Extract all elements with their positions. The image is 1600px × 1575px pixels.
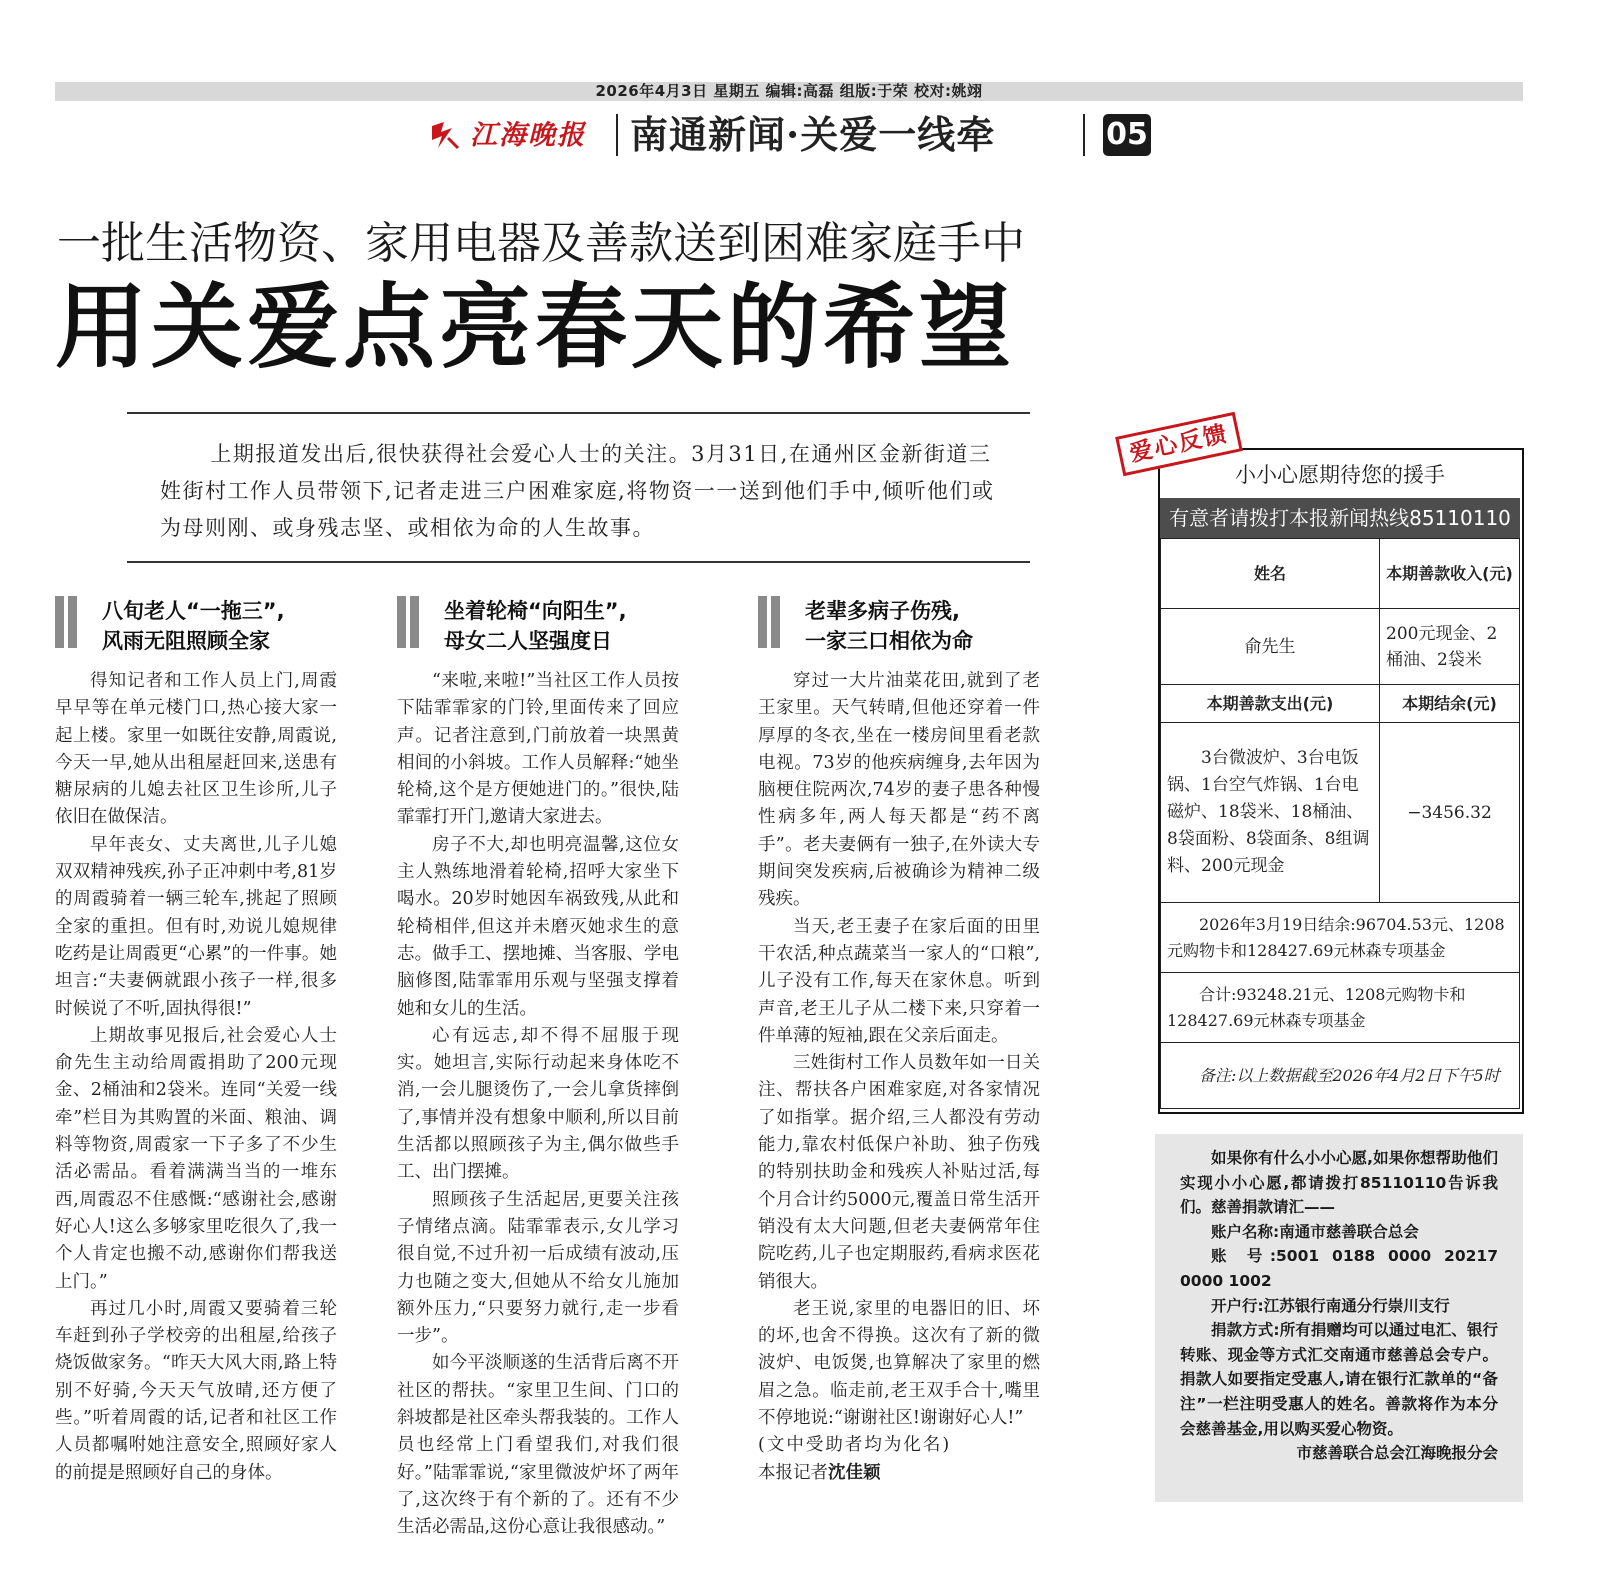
donation-info-text bbox=[1180, 1146, 1498, 1466]
story-column-1 bbox=[55, 596, 337, 1487]
table-header-expense: 本期善款支出(元) bbox=[1161, 685, 1380, 723]
paragraph: 早年丧女、丈夫离世,儿子儿媳双双精神残疾,孙子正冲刺中考,81岁的周霞骑着一辆三轮车,挑起了照顾全家的重担。但有时,劝说儿媳规律吃药是让周霞更“心累”的一件事。她坦言:“夫妻俩就跟小孩子一样,很多时候说了不听,固执得很!” bbox=[55, 834, 337, 1019]
heading-bars-icon bbox=[55, 596, 79, 648]
charity-feedback-stamp: 爱心反馈 bbox=[1115, 412, 1243, 476]
story-heading-line1: 坐着轮椅“向阳生”, bbox=[444, 599, 627, 623]
masthead-divider bbox=[1083, 114, 1085, 156]
account-number: 账 号:5001 0188 0000 20217 0000 1002 bbox=[1180, 1247, 1498, 1290]
newspaper-logo-icon bbox=[430, 118, 460, 152]
story-heading-line2: 母女二人坚强度日 bbox=[444, 629, 612, 653]
article-lead: 上期报道发出后,很快获得社会爱心人士的关注。3月31日,在通州区金新街道三姓街村工作人员带领下,记者走进三户困难家庭,将物资一一送到他们手中,倾听他们或为母则刚、或身残志坚、或相依为命的人生故事。 bbox=[160, 442, 995, 540]
donation-method: 捐款方式:所有捐赠均可以通过电汇、银行转账、现金等方式汇交南通市慈善总会专户。捐款人如要指定受惠人,请在银行汇款单的“备注”一栏注明受惠人的姓名。善款将作为本分会慈善基金,用以购买爱心物资。 bbox=[1180, 1321, 1498, 1438]
data-cutoff-remark: 备注:以上数据截至2026年4月2日下午5时 bbox=[1161, 1043, 1520, 1109]
donation-intro: 如果你有什么小小心愿,如果你想帮助他们实现小小心愿,都请拨打85110110告诉我们。慈善捐款请汇—— bbox=[1180, 1149, 1498, 1217]
paragraph: 三姓街村工作人员数年如一日关注、帮扶各户困难家庭,对各家情况了如指掌。据介绍,三人都没有劳动能力,靠农村低保户补助、独子伤残的特别扶助金和残疾人补贴过活,每个月合计约5000元,覆盖日常生活开销没有太大问题,但老夫妻俩常年住院吃药,儿子也定期服药,看病求医花销很大。 bbox=[758, 1053, 1040, 1292]
page-number: 05 bbox=[1103, 114, 1151, 156]
section-title: 南通新闻·关爱一线牵 bbox=[630, 112, 996, 157]
paragraph: 老王说,家里的电器旧的旧、坏的坏,也舍不得换。这次有了新的微波炉、电饭煲,也算解决了家里的燃眉之急。临走前,老王双手合十,嘴里不停地说:“谢谢社区!谢谢好心人!” bbox=[758, 1298, 1040, 1429]
fund-total: 合计:93248.21元、1208元购物卡和128427.69元林森专项基金 bbox=[1161, 973, 1520, 1043]
table-header-balance: 本期结余(元) bbox=[1380, 685, 1520, 723]
paragraph: “来啦,来啦!”当社区工作人员按下陆霏霏家的门铃,里面传来了回应声。记者注意到,门前放着一块黑黄相间的小斜坡。工作人员解释:“她坐轮椅,这个是方便她进门的。”很快,陆霏霏打开门,邀请大家进去。 bbox=[397, 671, 679, 828]
paragraph: 心有远志,却不得不屈服于现实。她坦言,实际行动起来身体吃不消,一会儿腿烫伤了,一会儿拿货摔倒了,事情并没有想象中顺利,所以目前生活都以照顾孩子为主,偶尔做些手工、出门摆摊。 bbox=[397, 1025, 679, 1183]
donation-table bbox=[1160, 538, 1520, 1109]
story-body bbox=[397, 668, 679, 1542]
feedback-box-title: 小小心愿期待您的援手 bbox=[1235, 463, 1445, 487]
news-hotline-banner: 有意者请拨打本报新闻热线85110110 bbox=[1160, 498, 1520, 538]
byline-prefix: 本报记者 bbox=[758, 1462, 828, 1483]
lead-top-rule bbox=[127, 412, 1030, 414]
story-column-2 bbox=[397, 596, 679, 1542]
account-name: 账户名称:南通市慈善联合总会 bbox=[1211, 1222, 1419, 1241]
lead-bottom-rule bbox=[127, 561, 1030, 563]
masthead-divider bbox=[616, 114, 618, 156]
heading-bars-icon bbox=[758, 596, 782, 648]
article-subheadline: 一批生活物资、家用电器及善款送到困难家庭手中 bbox=[57, 218, 1025, 269]
paragraph: 得知记者和工作人员上门,周霞早早等在单元楼门口,热心接大家一起上楼。家里一如既往安静,周霞说,今天一早,她从出租屋赶回来,送患有糖尿病的儿媳去社区卫生诊所,儿子依旧在做保洁。 bbox=[55, 671, 337, 828]
donor-amount: 200元现金、2桶油、2袋米 bbox=[1380, 609, 1520, 685]
story-body bbox=[55, 668, 337, 1487]
story-column-3 bbox=[758, 596, 1040, 1487]
newspaper-name: 江海晚报 bbox=[470, 120, 586, 151]
paragraph: 上期故事见报后,社会爱心人士俞先生主动给周霞捐助了200元现金、2桶油和2袋米。连同“关爱一线牵”栏目为其购置的米面、粮油、调料等物资,周霞家一下子多了不少生活必需品。看着满满当当的一堆东西,周霞忍不住感慨:“感谢社会,感谢好心人!这么多够家里吃很久了,我一个人肯定也搬不动,感谢你们帮我送上门。” bbox=[55, 1025, 337, 1292]
paragraph: 如今平淡顺遂的生活背后离不开社区的帮扶。“家里卫生间、门口的斜坡都是社区牵头帮我装的。工作人员也经常上门看望我们,对我们很好。”陆霏霏说,“家里微波炉坏了两年了,这次终于有个新的了。还有不少生活必需品,这份心意让我很感动。” bbox=[397, 1353, 679, 1538]
paragraph: 穿过一大片油菜花田,就到了老王家里。天气转晴,但他还穿着一件厚厚的冬衣,坐在一楼房间里看老款电视。73岁的他疾病缠身,去年因为脑梗住院两次,74岁的妻子患各种慢性病多年,两人每天都是“药不离手”。老夫妻俩有一独子,在外读大专期间突发疾病,后被确诊为精神二级残疾。 bbox=[758, 671, 1040, 910]
expense-detail: 3台微波炉、3台电饭锅、1台空气炸锅、1台电磁炉、18袋米、18桶油、8袋面粉、8袋面条、8组调料、200元现金 bbox=[1161, 723, 1380, 903]
dateline: 2026年4月3日 星期五 编辑:高磊 组版:于荣 校对:姚翊 bbox=[55, 82, 1523, 101]
story-heading bbox=[758, 596, 1040, 660]
story-heading-line1: 老辈多病子伤残, bbox=[805, 599, 960, 623]
heading-bars-icon bbox=[397, 596, 421, 648]
paragraph: 房子不大,却也明亮温馨,这位女主人熟练地滑着轮椅,招呼大家坐下喝水。20岁时她因车祸致残,从此和轮椅相伴,但这并未磨灭她求生的意志。做手工、摆地摊、当客服、学电脑修图,陆霏霏用乐观与坚强支撑着她和女儿的生活。 bbox=[397, 834, 679, 1019]
donor-name: 俞先生 bbox=[1161, 609, 1380, 685]
balance-value: −3456.32 bbox=[1380, 723, 1520, 903]
paragraph: 照顾孩子生活起居,更要关注孩子情绪点滴。陆霏霏表示,女儿学习很自觉,不过升初一后成绩有波动,压力也随之变大,但她从不给女儿施加额外压力,“只要努力就行,走一步看一步”。 bbox=[397, 1189, 679, 1347]
table-header-name: 姓名 bbox=[1161, 539, 1380, 609]
story-heading-line2: 风雨无阻照顾全家 bbox=[102, 629, 270, 653]
paragraph: 再过几小时,周霞又要骑着三轮车赶到孙子学校旁的出租屋,给孩子烧饭做家务。“昨天大风大雨,路上特别不好骑,今天天气放晴,还方便了些。”听着周霞的话,记者和社区工作人员都嘱咐她注意安全,照顾好家人的前提是照顾好自己的身体。 bbox=[55, 1298, 337, 1483]
story-heading bbox=[397, 596, 679, 660]
table-header-income: 本期善款收入(元) bbox=[1380, 539, 1520, 609]
article-headline: 用关爱点亮春天的希望 bbox=[55, 274, 1016, 381]
story-body bbox=[758, 668, 1040, 1487]
story-heading-line1: 八旬老人“一拖三”, bbox=[102, 599, 285, 623]
pseudonym-note: (文中受助者均为化名) bbox=[758, 1435, 952, 1456]
paragraph: 当天,老王妻子在家后面的田里干农活,种点蔬菜当一家人的“口粮”,儿子没有工作,每天在家休息。听到声音,老王儿子从二楼下来,只穿着一件单薄的短袖,跟在父亲后面走。 bbox=[758, 916, 1040, 1046]
story-heading-line2: 一家三口相依为命 bbox=[805, 629, 973, 653]
byline bbox=[758, 1460, 1040, 1487]
story-heading bbox=[55, 596, 337, 660]
bank-branch: 开户行:江苏银行南通分行崇川支行 bbox=[1211, 1296, 1450, 1315]
previous-balance: 2026年3月19日结余:96704.53元、1208元购物卡和128427.69元林森专项基金 bbox=[1161, 903, 1520, 973]
organization-signature: 市慈善联合总会江海晚报分会 bbox=[1296, 1444, 1498, 1463]
reporter-name: 沈佳颖 bbox=[828, 1462, 881, 1483]
